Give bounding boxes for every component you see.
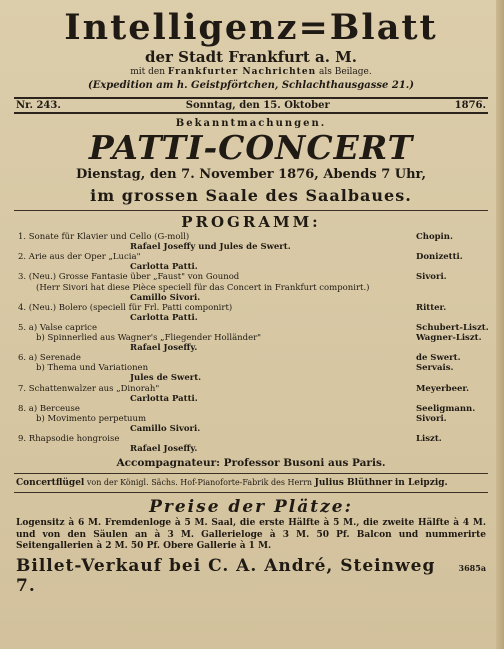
performer: Carlotta Patti. (130, 312, 198, 323)
masthead-subtitle: der Stadt Frankfurt a. M. (145, 48, 357, 66)
performer: Rafael Joseffy. (130, 444, 198, 455)
concert-title: PATTI-CONCERT (88, 128, 414, 167)
masthead-expedition: (Expedition am h. Geistpförtchen, Schlachthausgasse 21.) (87, 80, 415, 91)
piece: 4. (Neu.) Bolero (speciell für Frl. Patti componirt) (18, 302, 233, 313)
performer: Camillo Sivori. (130, 423, 201, 434)
issue-date: Sonntag, den 15. Oktober (185, 100, 330, 111)
piece: 7. Schattenwalzer aus „Dinorah" (18, 383, 160, 394)
ticket-sales-text: Billet-Verkauf bei C. A. André, Steinweg 7. (16, 555, 436, 596)
programm-line (18, 313, 488, 324)
issue-year: 1876. (454, 100, 486, 111)
composer: Chopin. (416, 232, 453, 242)
prices-title: Preise der Plätze: (149, 497, 353, 517)
programm-line (18, 343, 488, 354)
piano-notice (14, 477, 488, 489)
masthead-title: Intelligenz=Blatt (64, 7, 438, 48)
ticket-sales (14, 556, 488, 596)
composer: de Swert. (416, 353, 461, 364)
divider (14, 473, 488, 474)
piece: b) Spinnerlied aus Wagner's „Fliegender Holländer" (36, 333, 262, 343)
performer: Carlotta Patti. (130, 393, 198, 404)
programm-line (18, 283, 488, 294)
accompagnateur: Accompagnateur: Professor Busoni aus Paris. (116, 457, 386, 469)
piece: 8. a) Berceuse (18, 403, 80, 414)
issue-number: Nr. 243. (16, 100, 61, 111)
piano-tail: in Leipzig. (394, 478, 448, 488)
divider (14, 210, 488, 211)
piano-maker: Julius Blüthner (314, 478, 393, 488)
composer: Ritter. (416, 302, 447, 313)
divider (14, 492, 488, 493)
performer: Camillo Sivori. (130, 292, 201, 303)
masthead (14, 6, 488, 93)
piece: 6. a) Serenade (18, 353, 81, 364)
supplement-suffix: als Beilage. (319, 67, 372, 77)
piece: (Herr Sivori hat diese Pièce speciell für das Concert in Frankfurt componirt.) (36, 282, 370, 293)
piece: 1. Sonate für Klavier und Cello (G-moll) (18, 232, 190, 242)
programm-line (18, 394, 488, 405)
prices-text: Logensitz à 6 M. Fremdenloge à 5 M. Saal, die erste Hälfte à 5 M., die zweite Hälfte à 4 M. und von den Säulen an à 3 M. Gallerieloge à 3 M. 50 Pf. Balcon und nummerirte Seitengallerien à 2 M. 50 Pf. Obere Gallerie à 1 M. (16, 518, 486, 551)
programm-line (18, 293, 488, 304)
programm-title: PROGRAMM: (181, 213, 321, 231)
composer: Sivori. (416, 413, 447, 424)
programm-line (18, 424, 488, 435)
piano-lead: Concertflügel (16, 478, 85, 488)
composer: Schubert-Liszt. (416, 322, 489, 333)
supplement-name: Frankfurter Nachrichten (167, 67, 317, 77)
performer: Rafael Joseffy. (130, 343, 198, 354)
dateline (14, 97, 488, 114)
composer: Wagner-Liszt. (416, 333, 482, 343)
supplement-prefix: mit den (130, 67, 166, 77)
piece: b) Thema und Variationen (36, 363, 149, 374)
composer: Liszt. (416, 434, 442, 444)
programm-line (18, 242, 488, 253)
performer: Rafael Joseffy und Jules de Swert. (130, 242, 291, 253)
composer: Meyerbeer. (416, 383, 470, 394)
concert-venue: im grossen Saale des Saalbaues. (90, 186, 412, 205)
concert-date: Dienstag, den 7. November 1876, Abends 7 Uhr, (76, 167, 426, 182)
page-edge (496, 0, 504, 649)
piece: 3. (Neu.) Grosse Fantasie über „Faust" von Gounod (18, 272, 240, 283)
ad-number: 3685a (458, 562, 486, 573)
piece: 9. Rhapsodie hongroise (18, 434, 120, 444)
composer: Servais. (416, 363, 454, 374)
piano-middle: von der Königl. Sächs. Hof-Pianoforte-Fabrik des Herrn (86, 478, 313, 487)
composer: Seeligmann. (416, 403, 476, 414)
programm-line (18, 373, 488, 384)
masthead-supplement (14, 66, 488, 78)
piece: b) Movimento perpetuum (36, 413, 147, 424)
piece: 2. Arie aus der Oper „Lucia" (18, 252, 141, 263)
programm-list (14, 232, 488, 454)
composer: Sivori. (416, 272, 447, 283)
section-heading: Bekanntmachungen. (175, 118, 327, 129)
performer: Carlotta Patti. (130, 262, 198, 273)
performer: Jules de Swert. (130, 373, 202, 384)
programm-line (18, 444, 488, 455)
piece: 5. a) Valse caprice (18, 322, 97, 333)
composer: Donizetti. (416, 252, 463, 263)
